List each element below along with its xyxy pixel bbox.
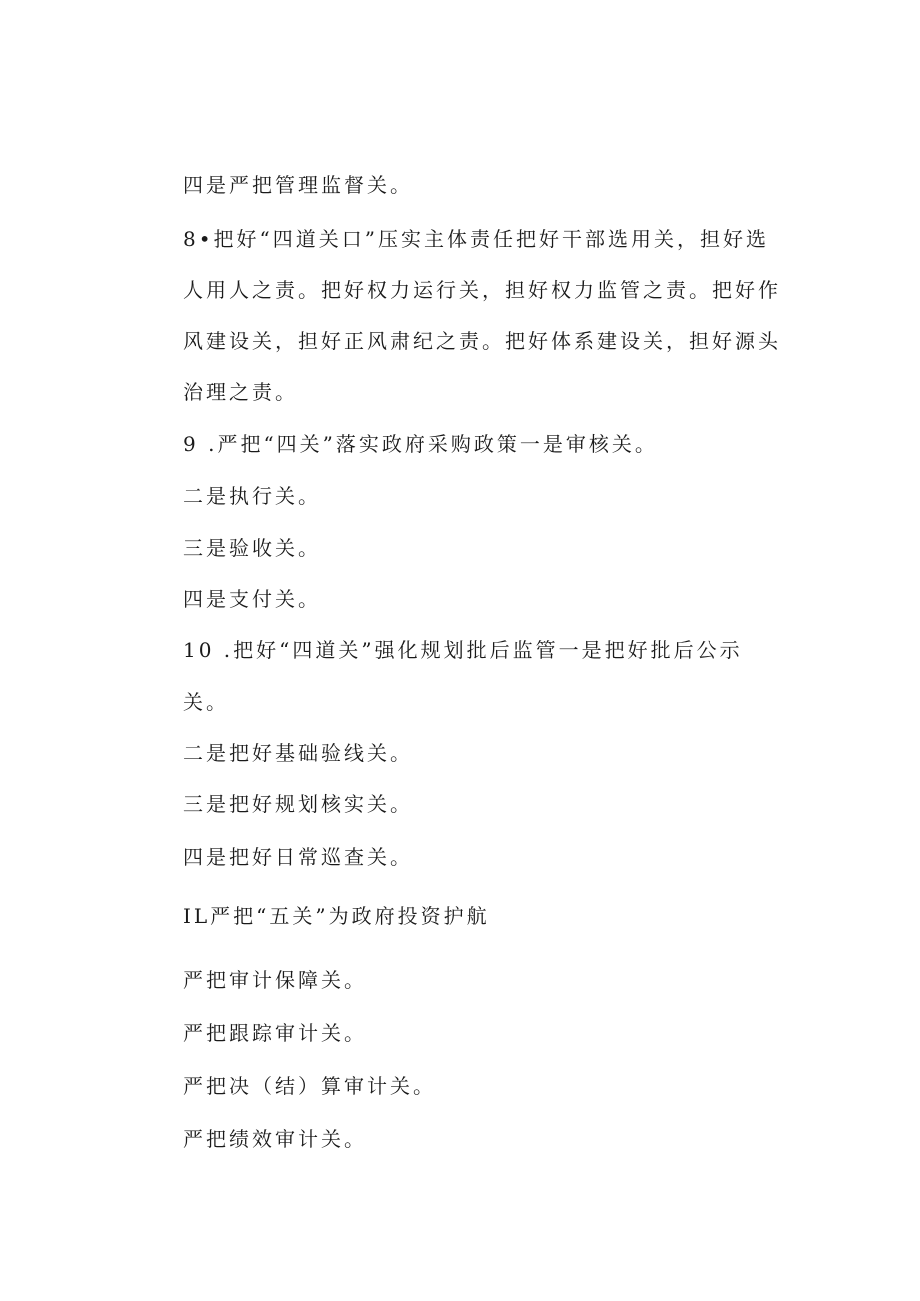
text-line: 四是把好日常巡查关。 [183, 845, 413, 869]
text-line: 严把绩效审计关。 [183, 1127, 367, 1151]
text-line: 8•把好“四道关口”压实主体责任把好干部选用关，担好选 [183, 227, 769, 251]
text-line: 二是把好基础验线关。 [183, 741, 413, 765]
section-heading: IL严把“五关”为政府投资护航 [183, 904, 490, 928]
text-line: 关。 [183, 690, 229, 714]
text-line: 二是执行关。 [183, 484, 321, 508]
text-line: 三是验收关。 [183, 536, 321, 560]
text-line: 严把跟踪审计关。 [183, 1021, 367, 1045]
text-line: 严把审计保障关。 [183, 968, 367, 992]
text-line: 治理之责。 [183, 380, 298, 404]
text-line: 四是支付关。 [183, 587, 321, 611]
text-line: 10 .把好“四道关”强化规划批后监管一是把好批后公示 [183, 638, 743, 662]
text-line: 风建设关，担好正风肃纪之责。把好体系建设关，担好源头 [183, 329, 781, 353]
text-line: 四是严把管理监督关。 [183, 173, 413, 197]
text-line: 严把决（结）算审计关。 [183, 1074, 436, 1098]
text-line: 9 .严把“四关”落实政府采购政策一是审核关。 [183, 432, 658, 456]
text-line: 三是把好规划核实关。 [183, 792, 413, 816]
text-line: 人用人之责。把好权力运行关，担好权力监管之责。把好作 [183, 278, 781, 302]
